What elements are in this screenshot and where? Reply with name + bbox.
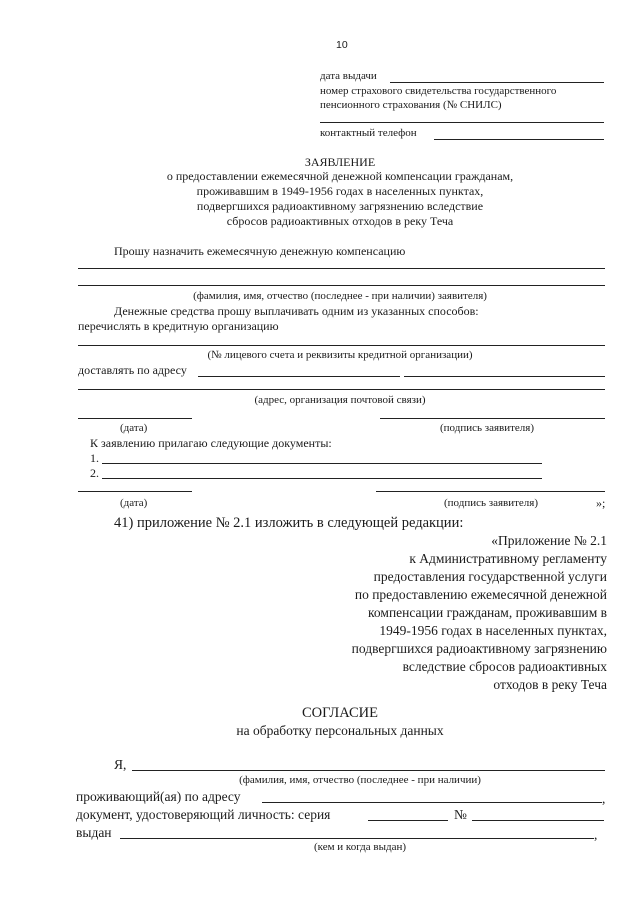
residing-comma: , [602, 791, 606, 806]
attachment-line-2[interactable] [102, 478, 542, 479]
bank-transfer-text: перечислять в кредитную организацию [78, 319, 279, 333]
address-line-1b[interactable] [404, 376, 605, 377]
appendix-line-3: предоставления государственной услуги [373, 569, 607, 584]
request-text: Прошу назначить ежемесячную денежную компенсацию [114, 244, 406, 258]
date-hint-1: (дата) [120, 422, 148, 434]
address-line-2[interactable] [78, 389, 605, 390]
issued-comma: , [594, 827, 598, 842]
number-line[interactable] [472, 820, 604, 821]
i-label: Я, [114, 757, 127, 772]
signature-hint-2: (подпись заявителя) [444, 497, 539, 509]
residing-label: проживающий(ая) по адресу [76, 789, 241, 804]
application-subtitle-3: подвергшихся радиоактивному загрязнению вследствие [196, 199, 484, 213]
appendix-line-4: по предоставлению ежемесячной денежной [354, 587, 607, 602]
signature-line-2[interactable] [376, 491, 605, 492]
address-hint: (адрес, организация почтовой связи) [254, 394, 426, 406]
appendix-line-6: 1949-1956 годах в населенных пунктах, [379, 623, 607, 638]
issue-date-line[interactable] [390, 82, 604, 83]
account-hint: (№ лицевого счета и реквизиты кредитной организации) [207, 349, 473, 361]
signature-line-1[interactable] [380, 418, 605, 419]
issued-label: выдан [76, 825, 112, 840]
issue-date-label: дата выдачи [320, 70, 377, 82]
issued-hint: (кем и когда выдан) [313, 841, 407, 853]
applicant-line-1[interactable] [78, 268, 605, 269]
payment-methods-text: Денежные средства прошу выплачивать одним из указанных способов: [114, 304, 479, 318]
application-subtitle-2: проживавшим в 1949-1956 годах в населенных пунктах, [196, 184, 484, 198]
attachment-line-1[interactable] [102, 463, 542, 464]
consent-subtitle: на обработку персональных данных [236, 723, 444, 738]
applicant-hint: (фамилия, имя, отчество (последнее - при наличии) заявителя) [193, 290, 487, 302]
date-hint-2: (дата) [120, 497, 148, 509]
residing-line[interactable] [262, 802, 602, 803]
fio-line[interactable] [132, 770, 605, 771]
address-line-1a[interactable] [198, 376, 400, 377]
appendix-line-7: подвергшихся радиоактивному загрязнению [351, 641, 607, 656]
snils-label-line1: номер страхового свидетельства государственного [320, 85, 557, 97]
consent-title: СОГЛАСИЕ [301, 705, 379, 721]
appendix-line-2: к Административному регламенту [409, 551, 607, 566]
snils-line[interactable] [320, 122, 604, 123]
application-subtitle-1: о предоставлении ежемесячной денежной компенсации гражданам, [166, 169, 514, 183]
snils-label-line2: пенсионного страхования (№ СНИЛС) [320, 99, 502, 111]
appendix-line-9: отходов в реку Теча [493, 677, 607, 692]
issued-line[interactable] [120, 838, 594, 839]
fio-hint: (фамилия, имя, отчество (последнее - при наличии) [239, 774, 481, 786]
account-line[interactable] [78, 345, 605, 346]
applicant-line-2[interactable] [78, 285, 605, 286]
attachments-label: К заявлению прилагаю следующие документы: [90, 436, 332, 450]
appendix-line-8: вследствие сбросов радиоактивных [402, 659, 607, 674]
page-number: 10 [336, 39, 348, 51]
appendix-line-5: компенсации гражданам, проживавшим в [368, 605, 607, 620]
document-label: документ, удостоверяющий личность: серия [76, 807, 331, 822]
signature-hint-1: (подпись заявителя) [440, 422, 535, 434]
date-line-2[interactable] [78, 491, 192, 492]
date-line-1[interactable] [78, 418, 192, 419]
address-label: доставлять по адресу [78, 363, 187, 377]
phone-label: контактный телефон [320, 127, 417, 139]
number-label: № [454, 807, 467, 822]
appendix-line-1: «Приложение № 2.1 [491, 533, 607, 548]
closing-quote: »; [596, 496, 606, 510]
phone-line[interactable] [434, 139, 604, 140]
application-subtitle-4: сбросов радиоактивных отходов в реку Теча [226, 214, 454, 228]
application-title: ЗАЯВЛЕНИЕ [304, 155, 376, 169]
attachment-item-2: 2. [90, 466, 99, 480]
amendment-text: 41) приложение № 2.1 изложить в следующей редакции: [114, 515, 464, 531]
series-line[interactable] [368, 820, 448, 821]
attachment-item-1: 1. [90, 451, 99, 465]
